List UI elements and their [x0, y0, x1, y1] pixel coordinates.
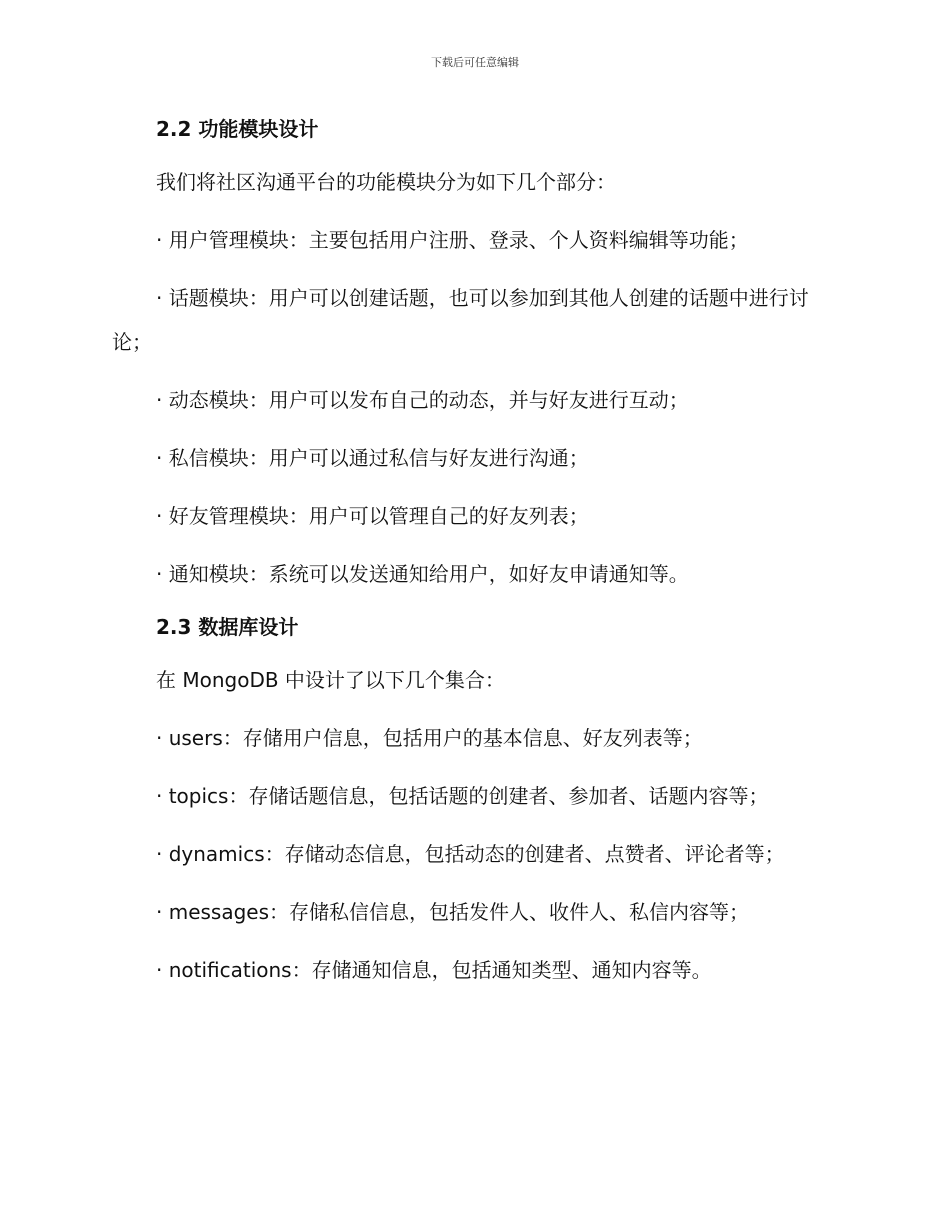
collection-item: · topics：存储话题信息，包括话题的创建者、参加者、话题内容等； — [156, 784, 769, 808]
module-item: · 私信模块：用户可以通过私信与好友进行沟通； — [156, 446, 589, 470]
section-2-2-intro: 我们将社区沟通平台的功能模块分为如下几个部分： — [156, 170, 616, 194]
module-item: · 通知模块：系统可以发送通知给用户，如好友申请通知等。 — [156, 562, 689, 586]
collection-item: · notifications：存储通知信息，包括通知类型、通知内容等。 — [156, 958, 712, 982]
module-item: · 话题模块：用户可以创建话题，也可以参加到其他人创建的话题中进行讨论； — [112, 286, 809, 354]
document-content — [112, 112, 832, 992]
collection-item: · dynamics：存储动态信息，包括动态的创建者、点赞者、评论者等； — [156, 842, 785, 866]
section-heading-2-2: 2.2 功能模块设计 — [156, 117, 319, 141]
module-item: · 动态模块：用户可以发布自己的动态，并与好友进行互动； — [156, 388, 689, 412]
collection-item: · messages：存储私信信息，包括发件人、收件人、私信内容等； — [156, 900, 750, 924]
module-item: · 用户管理模块：主要包括用户注册、登录、个人资料编辑等功能； — [156, 228, 749, 252]
section-heading-2-3: 2.3 数据库设计 — [156, 615, 299, 639]
collection-item: · users：存储用户信息，包括用户的基本信息、好友列表等； — [156, 726, 703, 750]
section-2-3-intro: 在 MongoDB 中设计了以下几个集合： — [156, 668, 505, 692]
header-note: 下载后可任意编辑 — [431, 56, 519, 69]
module-item: · 好友管理模块：用户可以管理自己的好友列表； — [156, 504, 589, 528]
